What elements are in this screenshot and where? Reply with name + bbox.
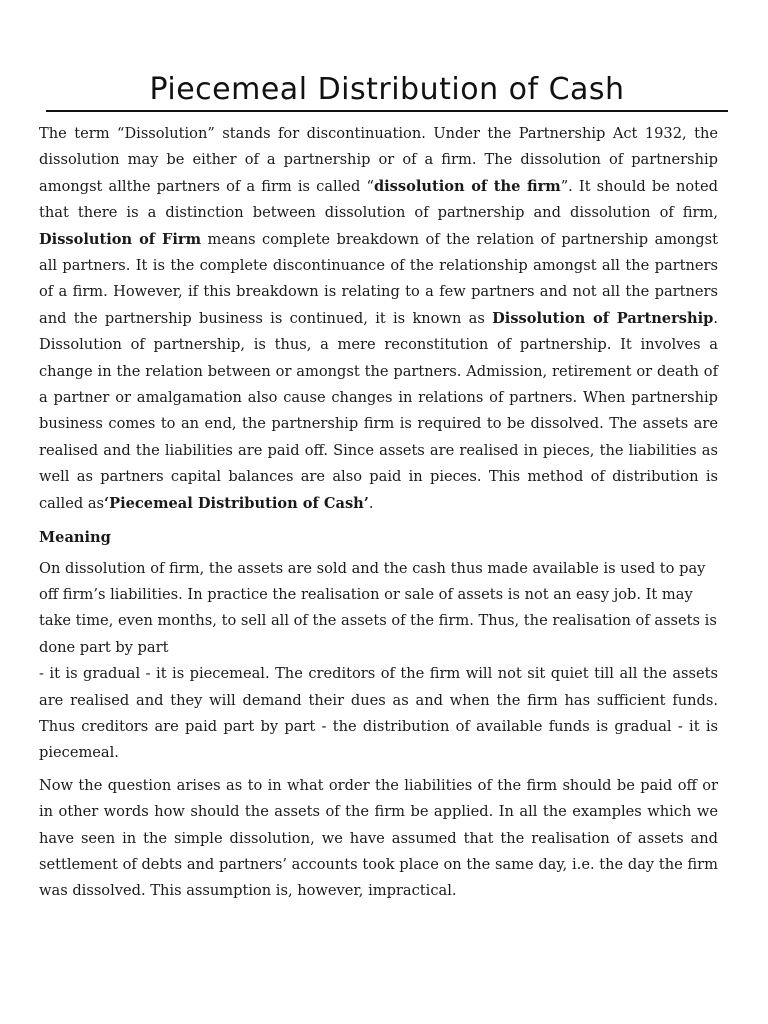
- meaning-paragraph-2: - it is gradual - it is piecemeal. The creditors of the firm will not sit quiet till all the assets are realised and they will demand their dues as and when the firm has sufficient funds. Thus creditors are paid part by part - the distribution of available funds is gradual - it is piecemeal.: [39, 665, 718, 762]
- intro-text-3: means complete breakdown of the relation of partnership amongst all partners. It is the complete discontinuance of the relationship amongst all the partners of a firm. However, if this breakdown is relating to a few partners and not all the partners and the partnership business is continued, it is known as: [39, 230, 718, 327]
- term-piecemeal-distribution: ‘Piecemeal Distribution of Cash’: [104, 494, 369, 512]
- term-dissolution-of-partnership: Dissolution of Partnership: [492, 309, 714, 327]
- intro-text-1: The term “Dissolution” stands for discontinuation. Under the Partnership Act 1932, the dissolution may be either of a partnership or of a firm. The dissolution of partnership amongst allthe partners of a firm is called “: [39, 125, 718, 195]
- meaning-paragraph-3: Now the question arises as to in what order the liabilities of the firm should be paid off or in other words how should the assets of the firm be applied. In all the examples which we have seen in the simple dissolution, we have assumed that the realisation of assets and settlement of debts and partners’ accounts took place on the same day, i.e. the day the firm was dissolved. This assumption is, however, impractical.: [39, 776, 718, 900]
- meaning-paragraph-1: On dissolution of firm, the assets are sold and the cash thus made available is used to pay off firm’s liabilities. In practice the realisation or sale of assets is not an easy job. It may take time, even months, to sell all of the assets of the firm. Thus, the realisation of assets is done part by part: [39, 559, 717, 656]
- intro-text-2: ”. It should be noted that there is a distinction between dissolution of partnership and dissolution of firm,: [39, 177, 719, 222]
- intro-text-4: . Dissolution of partnership, is thus, a mere reconstitution of partnership. It involves a change in the relation between or amongst the partners. Admission, retirement or death of a partner or amalgamation also cause changes in relations of partners. When partnership business comes to an end, the partnership firm is required to be dissolved. The assets are realised and the liabilities are paid off. Since assets are realised in pieces, the liabilities as well as partners capital balances are also paid in pieces. This method of distribution is called as: [39, 309, 718, 512]
- term-dissolution-of-firm: Dissolution of Firm: [39, 230, 202, 248]
- intro-paragraph: [39, 121, 718, 517]
- page-title: Piecemeal Distribution of Cash: [46, 72, 728, 112]
- section-heading-meaning: Meaning: [39, 529, 111, 547]
- document-body: [39, 121, 718, 905]
- term-dissolution-of-the-firm: dissolution of the firm: [373, 177, 561, 195]
- intro-text-5: .: [368, 494, 374, 512]
